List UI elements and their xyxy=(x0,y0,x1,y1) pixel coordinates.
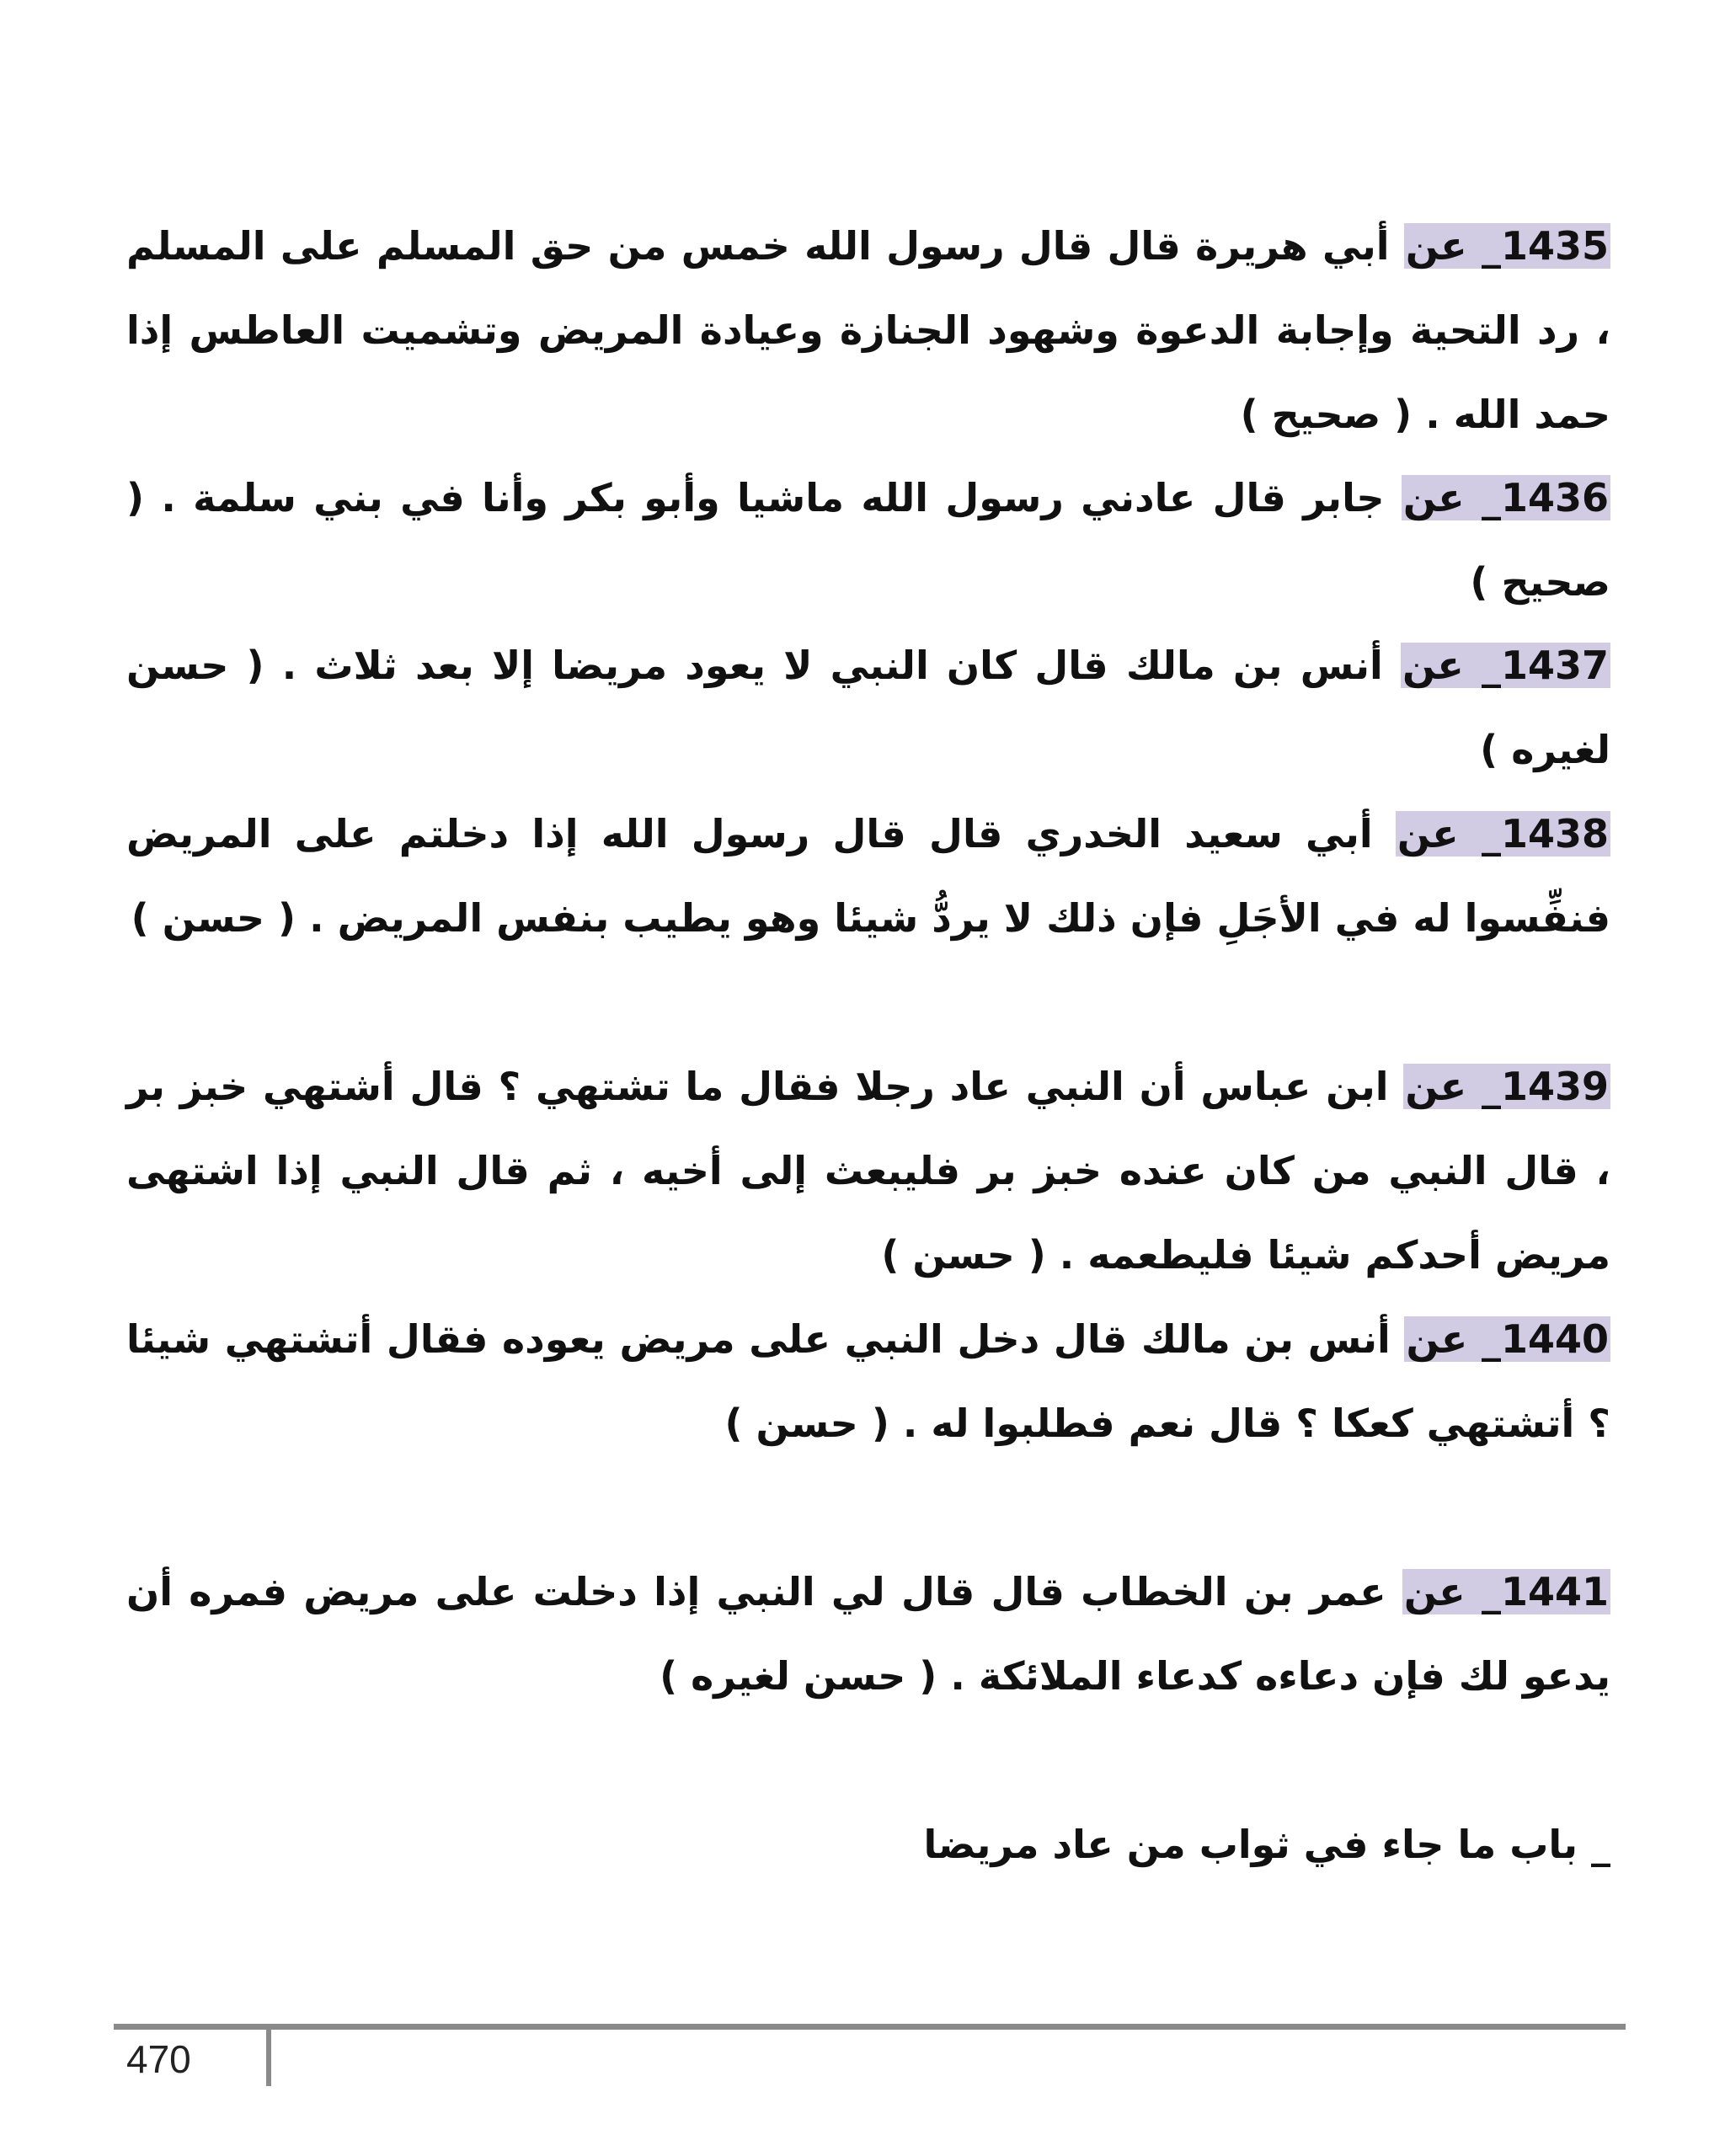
footer-tick xyxy=(266,2024,271,2086)
hadith-text: جابر قال عادني رسول الله ماشيا وأبو بكر وأنا في بني سلمة . ( صحيح ) xyxy=(126,475,1610,605)
hadith-1435 xyxy=(126,204,1610,456)
footer-rule xyxy=(114,2024,1626,2030)
hadith-number-highlight: 1435_ عن xyxy=(1405,223,1609,269)
hadith-text: عمر بن الخطاب قال قال لي النبي إذا دخلت على مريض فمره أن يدعو لك فإن دعاءه كدعاء الملائكة . ( حسن لغيره ) xyxy=(126,1569,1610,1699)
hadith-text: ابن عباس أن النبي عاد رجلا فقال ما تشتهي ؟ قال أشتهي خبز بر ، قال النبي من كان عنده خبز بر فليبعث إلى أخيه ، ثم قال النبي إذا اشتهى مريض أحدكم شيئا فليطعمه . ( حسن ) xyxy=(126,1064,1610,1278)
hadith-number-highlight: 1441_ عن xyxy=(1403,1569,1609,1614)
hadith-1436 xyxy=(126,456,1610,624)
hadith-text: أنس بن مالك قال كان النبي لا يعود مريضا إلا بعد ثلاث . ( حسن لغيره ) xyxy=(126,643,1610,772)
hadith-1437 xyxy=(126,623,1610,792)
hadith-number-highlight: 1440_ عن xyxy=(1406,1316,1609,1362)
hadith-number-highlight: 1438_ عن xyxy=(1397,811,1610,857)
hadith-number-highlight: 1439_ عن xyxy=(1405,1064,1610,1109)
hadith-text: أنس بن مالك قال دخل النبي على مريض يعوده فقال أتشتهي شيئا ؟ أتشتهي كعكا ؟ قال نعم فطلبوا له . ( حسن ) xyxy=(126,1316,1610,1446)
hadith-1438 xyxy=(126,792,1610,960)
hadith-number-highlight: 1437_ عن xyxy=(1402,643,1610,688)
hadith-1440 xyxy=(126,1297,1610,1465)
hadith-1441 xyxy=(126,1550,1610,1718)
hadith-1439 xyxy=(126,1044,1610,1297)
section-title: _ باب ما جاء في ثواب من عاد مريضا xyxy=(923,1822,1610,1867)
hadith-text: أبي هريرة قال قال رسول الله خمس من حق المسلم على المسلم ، رد التحية وإجابة الدعوة وشهود الجنازة وعيادة المريض وتشميت العاطس إذا حمد الله . ( صحيح ) xyxy=(126,223,1610,437)
hadith-number-highlight: 1436_ عن xyxy=(1402,475,1609,520)
hadith-text: أبي سعيد الخدري قال قال رسول الله إذا دخلتم على المريض فنفِّسوا له في الأجَلِ فإن ذلك لا يردُّ شيئا وهو يطيب بنفس المريض . ( حسن ) xyxy=(126,811,1610,941)
page-number: 470 xyxy=(126,2037,191,2081)
